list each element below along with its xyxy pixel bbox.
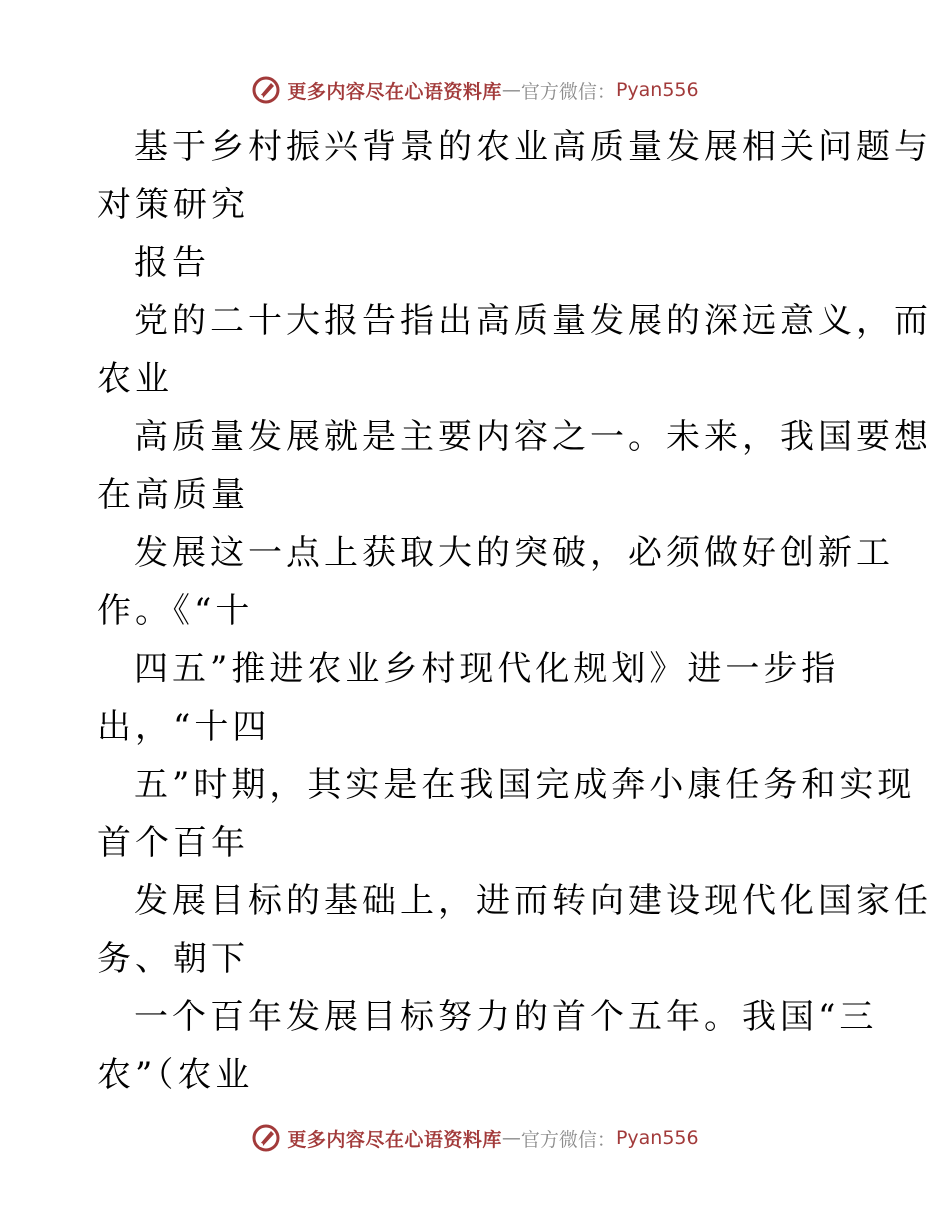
watermark-brand: 更多内容尽在心语资料库 [287,80,502,103]
footer-watermark [0,1118,950,1158]
text-line: 四五”推进农业乡村现代化规划》进一步指 [134,649,840,689]
text-line: 作。《“十 [97,591,254,631]
text-line: 一个百年发展目标努力的首个五年。我国“三 [134,997,878,1037]
watermark-brand: 更多内容尽在心语资料库 [287,1128,502,1151]
document-body [0,118,950,1104]
watermark-wechat-id: Pyan556 [615,1127,699,1149]
text-line: 高质量发展就是主要内容之一。未来，我国要想 [134,417,932,457]
watermark-separator: — [501,79,521,101]
text-line: 发展目标的基础上，进而转向建设现代化国家任 [134,881,932,921]
watermark-label: 官方微信： [520,1128,616,1151]
text-line: 在高质量 [97,475,249,515]
text-line: 首个百年 [97,823,249,863]
text-line: 农”（农业 [97,1055,254,1095]
text-line: 党的二十大报告指出高质量发展的深远意义，而 [134,301,932,341]
watermark-label: 官方微信： [520,80,616,103]
text-line: 报告 [134,243,210,283]
pen-logo-icon [251,75,281,105]
text-line: 发展这一点上获取大的突破，必须做好创新工 [134,533,894,573]
text-line: 务、朝下 [97,939,249,979]
text-line: 出，“十四 [97,707,271,747]
text-line: 基于乡村振兴背景的农业高质量发展相关问题与 [134,127,932,167]
watermark-wechat-id: Pyan556 [615,79,699,101]
pen-logo-icon [251,1123,281,1153]
text-line: 五”时期，其实是在我国完成奔小康任务和实现 [134,765,916,805]
text-line: 农业 [97,359,173,399]
watermark-separator: — [501,1127,521,1149]
header-watermark [0,70,950,110]
text-line: 对策研究 [97,185,249,225]
